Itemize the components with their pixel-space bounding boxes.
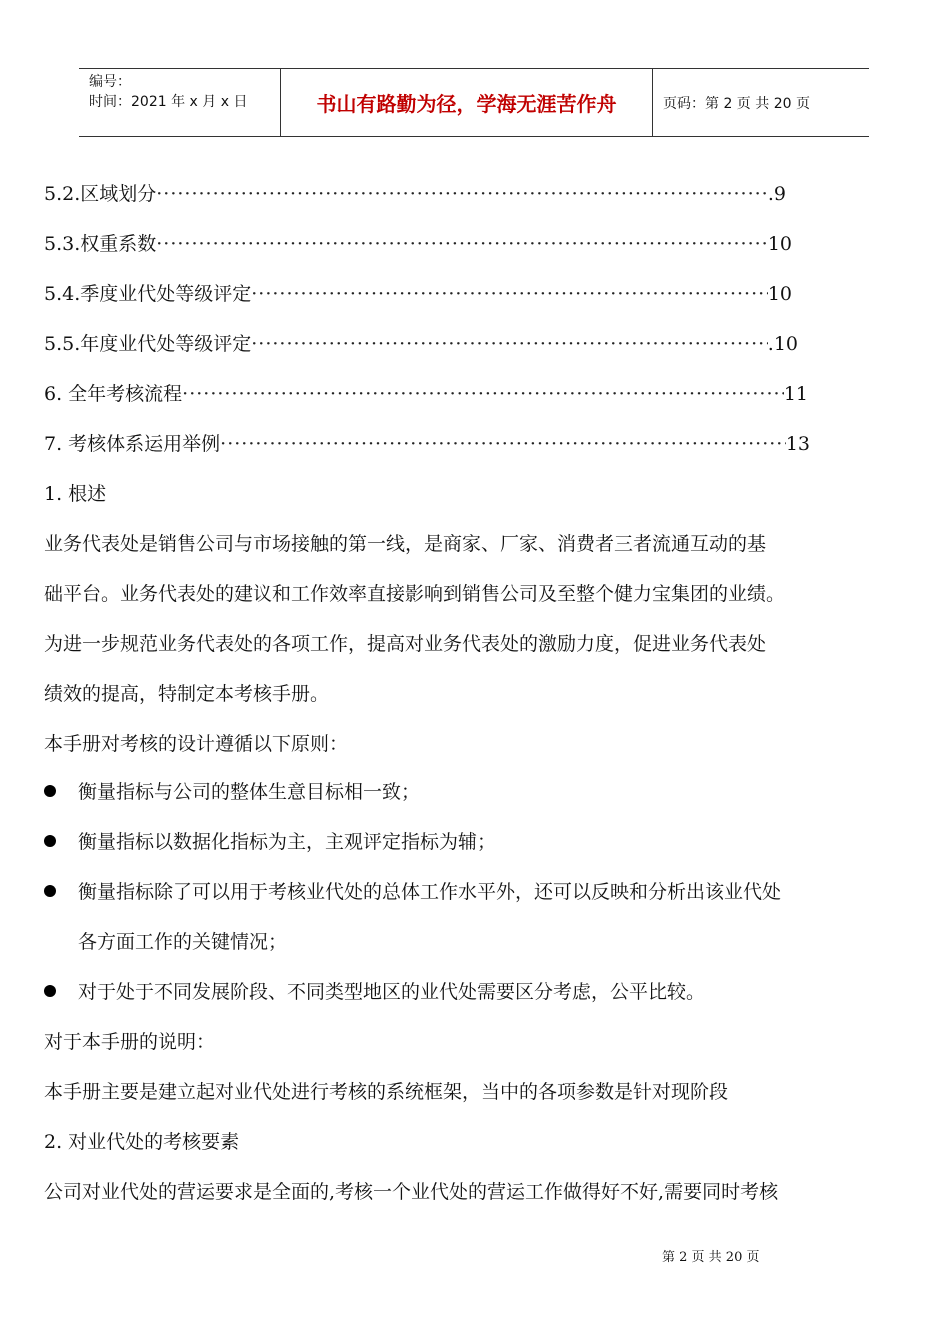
toc-entry-label: 6. 全年考核流程 bbox=[44, 383, 183, 405]
bullet-text-continuation: 各方面工作的关键情况； bbox=[78, 931, 288, 953]
toc-entry-page: 13 bbox=[785, 433, 810, 455]
bullet-dot-icon bbox=[44, 785, 56, 797]
principles-intro: 本手册对考核的设计遵循以下原则： bbox=[44, 733, 349, 755]
toc-leader-dots bbox=[182, 383, 784, 405]
bullet-dot-icon bbox=[44, 885, 56, 897]
page-footer: 第 2 页 共 20 页 bbox=[662, 1250, 760, 1265]
header-meta bbox=[79, 69, 281, 136]
toc-entry-page: .9 bbox=[767, 183, 786, 205]
section-2-paragraph: 公司对业代处的营运要求是全面的,考核一个业代处的营运工作做得好不好,需要同时考核 bbox=[44, 1181, 779, 1203]
toc-entry-page: 10 bbox=[767, 233, 792, 255]
bullet-dot-icon bbox=[44, 985, 56, 997]
toc-entry-label: 5.3.权重系数 bbox=[44, 233, 157, 255]
section-1-heading: 1. 根述 bbox=[44, 483, 107, 505]
bullet-item bbox=[44, 827, 496, 854]
document-header bbox=[79, 68, 869, 137]
paragraph-line: 绩效的提高，特制定本考核手册。 bbox=[44, 683, 330, 705]
paragraph-line: 为进一步规范业务代表处的各项工作，提高对业务代表处的激励力度，促进业务代表处 bbox=[44, 633, 767, 655]
paragraph-line: 业务代表处是销售公司与市场接触的第一线，是商家、厂家、消费者三者流通互动的基 bbox=[44, 533, 767, 555]
bullet-dot-icon bbox=[44, 835, 56, 847]
toc-entry[interactable] bbox=[44, 429, 810, 457]
bullet-text: 衡量指标除了可以用于考核业代处的总体工作水平外，还可以反映和分析出该业代处 bbox=[78, 881, 782, 903]
toc-entry[interactable] bbox=[44, 179, 786, 207]
toc-entry[interactable] bbox=[44, 229, 792, 257]
toc-leader-dots bbox=[156, 183, 768, 205]
toc-entry-label: 7. 考核体系运用举例 bbox=[44, 433, 221, 455]
toc-entry-label: 5.4.季度业代处等级评定 bbox=[44, 283, 252, 305]
bullet-text: 对于处于不同发展阶段、不同类型地区的业代处需要区分考虑，公平比较。 bbox=[78, 981, 706, 1003]
toc-entry-page: .10 bbox=[767, 333, 798, 355]
toc-entry-page: 11 bbox=[783, 383, 808, 405]
document-number-label: 编号： bbox=[89, 74, 131, 90]
manual-note-heading: 对于本手册的说明： bbox=[44, 1031, 216, 1053]
toc-leader-dots bbox=[251, 333, 768, 355]
header-page-info: 页码：第 2 页 共 20 页 bbox=[663, 95, 810, 112]
toc-entry-label: 5.5.年度业代处等级评定 bbox=[44, 333, 252, 355]
bullet-item bbox=[44, 877, 781, 904]
paragraph-line: 础平台。业务代表处的建议和工作效率直接影响到销售公司及至整个健力宝集团的业绩。 bbox=[44, 583, 786, 605]
toc-leader-dots bbox=[220, 433, 786, 455]
bullet-item bbox=[44, 977, 705, 1004]
toc-entry-page: 10 bbox=[767, 283, 792, 305]
toc-entry-label: 5.2.区域划分 bbox=[44, 183, 157, 205]
toc-leader-dots bbox=[251, 283, 768, 305]
toc-entry[interactable] bbox=[44, 379, 808, 407]
bullet-text: 衡量指标与公司的整体生意目标相一致； bbox=[78, 781, 421, 803]
manual-note: 本手册主要是建立起对业代处进行考核的系统框架，当中的各项参数是针对现阶段 bbox=[44, 1081, 729, 1103]
bullet-item bbox=[44, 777, 420, 804]
toc-leader-dots bbox=[156, 233, 768, 255]
header-motto: 书山有路勤为径，学海无涯苦作舟 bbox=[281, 69, 653, 136]
toc-entry[interactable] bbox=[44, 279, 792, 307]
bullet-text: 衡量指标以数据化指标为主，主观评定指标为辅； bbox=[78, 831, 497, 853]
document-time-label: 时间：2021 年 x 月 x 日 bbox=[89, 94, 248, 110]
toc-entry[interactable] bbox=[44, 329, 798, 357]
section-2-heading: 2. 对业代处的考核要素 bbox=[44, 1131, 240, 1153]
